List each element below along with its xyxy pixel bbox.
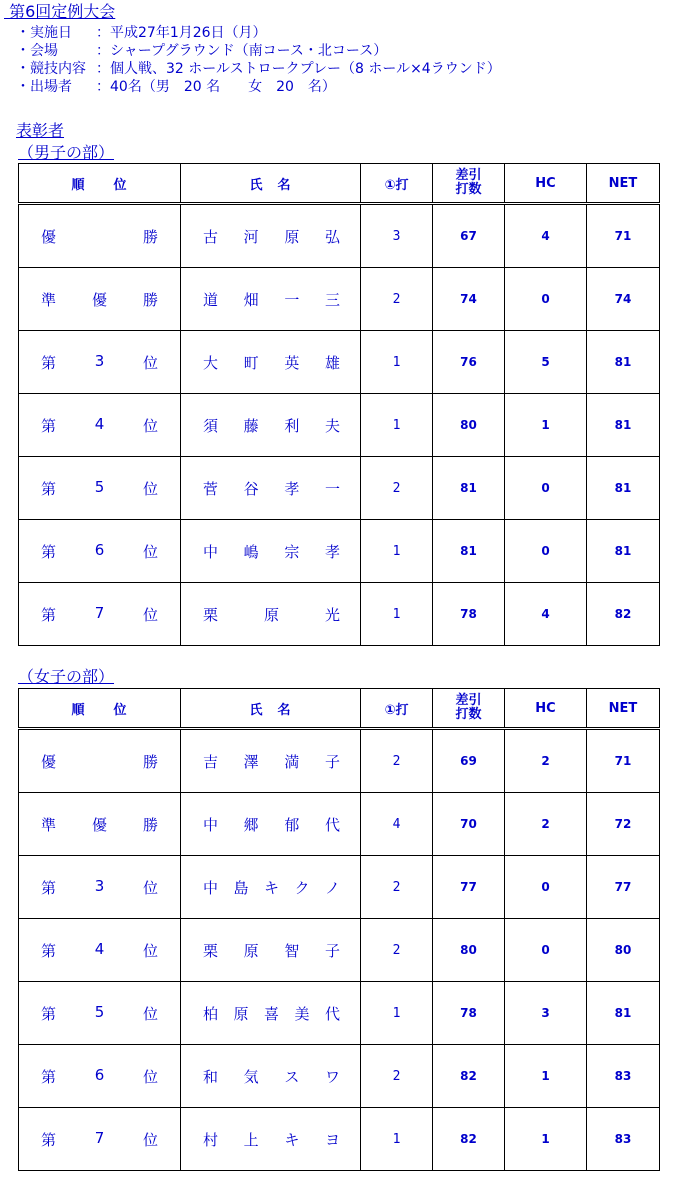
rank-cell [19, 1045, 181, 1108]
table-row [19, 204, 660, 268]
rank-text [19, 814, 180, 835]
strokes-cell: 67 [433, 204, 505, 268]
player-name-cell [181, 520, 361, 583]
strokes-cell: 78 [433, 583, 505, 646]
rank-text [19, 604, 180, 625]
rank-char: 位 [142, 542, 158, 561]
name-char: 美 [294, 1004, 310, 1023]
first-hole-cell: 2 [361, 919, 433, 982]
hc-cell: 0 [505, 520, 587, 583]
rank-text [19, 415, 180, 436]
player-name [181, 289, 360, 310]
name-char: 大 [203, 353, 219, 372]
info-value: ：40名（男 20 名 女 20 名） [96, 79, 336, 95]
player-name-cell [181, 982, 361, 1045]
rank-char: 優 [41, 752, 57, 771]
table-row [19, 520, 660, 583]
name-char: 中 [203, 542, 219, 561]
name-char: 宗 [284, 542, 300, 561]
name-char: 代 [324, 815, 340, 834]
net-cell: 77 [587, 856, 660, 919]
player-name [181, 751, 360, 772]
header-first-hole: ①打 [361, 164, 433, 204]
info-label: ・競技内容 [16, 61, 86, 77]
name-char: ク [294, 878, 310, 897]
player-name-cell [181, 457, 361, 520]
net-cell: 71 [587, 729, 660, 793]
rank-char: 7 [94, 1128, 105, 1147]
player-name [181, 940, 360, 961]
strokes-cell: 78 [433, 982, 505, 1045]
hc-cell: 0 [505, 919, 587, 982]
rank-cell [19, 919, 181, 982]
hc-cell: 4 [505, 204, 587, 268]
rank-text [19, 289, 180, 310]
net-cell: 82 [587, 583, 660, 646]
name-char: 栗 [203, 941, 219, 960]
hc-cell: 1 [505, 394, 587, 457]
name-char: 子 [324, 752, 340, 771]
first-hole-cell: 4 [361, 793, 433, 856]
rank-char: 優 [91, 290, 107, 309]
name-char: 道 [203, 290, 219, 309]
name-char: 子 [324, 941, 340, 960]
rank-text [19, 541, 180, 562]
name-char: 利 [284, 416, 300, 435]
rank-char: 第 [41, 1130, 57, 1149]
name-char: 河 [243, 227, 259, 246]
rank-text [19, 352, 180, 373]
table-header-row [19, 689, 660, 729]
table-row [19, 268, 660, 331]
name-char: 藤 [243, 416, 259, 435]
rank-cell [19, 729, 181, 793]
rank-char: 位 [142, 605, 158, 624]
net-cell: 83 [587, 1108, 660, 1171]
hc-cell: 2 [505, 729, 587, 793]
header-rank: 順 位 [19, 164, 181, 204]
name-char: 代 [324, 1004, 340, 1023]
info-row-date [16, 24, 501, 42]
strokes-cell: 82 [433, 1045, 505, 1108]
rank-text [19, 1066, 180, 1087]
name-char: 智 [284, 941, 300, 960]
header-name: 氏 名 [181, 164, 361, 204]
table-row [19, 982, 660, 1045]
hc-cell: 0 [505, 457, 587, 520]
rank-char: 位 [142, 353, 158, 372]
player-name [181, 478, 360, 499]
player-name [181, 226, 360, 247]
name-char: 吉 [203, 752, 219, 771]
hc-cell: 0 [505, 856, 587, 919]
rank-char: 勝 [142, 227, 158, 246]
name-char: 孝 [284, 479, 300, 498]
first-hole-cell: 1 [361, 331, 433, 394]
first-hole-cell: 1 [361, 394, 433, 457]
player-name [181, 604, 360, 625]
name-char: 原 [233, 1004, 249, 1023]
rank-text [19, 877, 180, 898]
header-name: 氏 名 [181, 689, 361, 729]
info-label: ・出場者 [16, 79, 72, 95]
name-char: 一 [324, 479, 340, 498]
table-header-row [19, 164, 660, 204]
table-row [19, 856, 660, 919]
rank-cell [19, 1108, 181, 1171]
strokes-cell: 80 [433, 394, 505, 457]
event-info-list [16, 24, 501, 96]
rank-char: 勝 [142, 290, 158, 309]
rank-char: 第 [41, 479, 57, 498]
header-hc: HC [505, 689, 587, 729]
info-label: ・実施日 [16, 25, 72, 41]
header-net: NET [587, 164, 660, 204]
name-char: ノ [324, 878, 340, 897]
rank-char: 3 [94, 351, 105, 370]
name-char: 原 [263, 605, 279, 624]
rank-cell [19, 982, 181, 1045]
info-value: ：平成27年1月26日（月） [96, 25, 267, 41]
player-name-cell [181, 583, 361, 646]
rank-char: 第 [41, 1004, 57, 1023]
player-name [181, 814, 360, 835]
name-char: 満 [284, 752, 300, 771]
name-char: ワ [324, 1067, 340, 1086]
name-char: 英 [284, 353, 300, 372]
header-rank: 順 位 [19, 689, 181, 729]
header-net-strokes: 差引 打数 [433, 164, 505, 204]
name-char: 柏 [203, 1004, 219, 1023]
hc-cell: 3 [505, 982, 587, 1045]
men-results-table [18, 163, 660, 646]
rank-char: 第 [41, 878, 57, 897]
name-char: 中 [203, 815, 219, 834]
rank-char: 7 [94, 603, 105, 622]
strokes-cell: 76 [433, 331, 505, 394]
player-name-cell [181, 729, 361, 793]
rank-char: 優 [41, 227, 57, 246]
strokes-cell: 77 [433, 856, 505, 919]
info-row-participants [16, 78, 501, 96]
net-cell: 83 [587, 1045, 660, 1108]
player-name-cell [181, 331, 361, 394]
first-hole-cell: 2 [361, 457, 433, 520]
player-name-cell [181, 204, 361, 268]
name-char: 雄 [324, 353, 340, 372]
rank-cell [19, 204, 181, 268]
info-label: ・会場 [16, 43, 58, 59]
table-row [19, 1045, 660, 1108]
name-char: 夫 [324, 416, 340, 435]
player-name [181, 1003, 360, 1024]
rank-char: 位 [142, 878, 158, 897]
name-char: 上 [243, 1130, 259, 1149]
rank-char: 位 [142, 416, 158, 435]
first-hole-cell: 3 [361, 204, 433, 268]
name-char: 原 [243, 941, 259, 960]
player-name [181, 877, 360, 898]
net-cell: 71 [587, 204, 660, 268]
document-title: 第6回定例大会 [4, 2, 116, 21]
name-char: 光 [324, 605, 340, 624]
rank-char: 第 [41, 605, 57, 624]
name-char: 一 [284, 290, 300, 309]
strokes-cell: 81 [433, 457, 505, 520]
rank-char: 準 [41, 290, 57, 309]
net-cell: 72 [587, 793, 660, 856]
rank-char: 位 [142, 941, 158, 960]
rank-char: 準 [41, 815, 57, 834]
rank-char: 優 [91, 815, 107, 834]
rank-char: 4 [94, 939, 105, 958]
first-hole-cell: 2 [361, 856, 433, 919]
header-first-hole: ①打 [361, 689, 433, 729]
strokes-cell: 82 [433, 1108, 505, 1171]
name-char: 孝 [324, 542, 340, 561]
rank-char: 位 [142, 1004, 158, 1023]
first-hole-cell: 1 [361, 1108, 433, 1171]
net-cell: 81 [587, 982, 660, 1045]
name-char: 栗 [203, 605, 219, 624]
name-char: 村 [203, 1130, 219, 1149]
player-name-cell [181, 268, 361, 331]
rank-text [19, 478, 180, 499]
hc-cell: 5 [505, 331, 587, 394]
rank-text [19, 1003, 180, 1024]
name-char: 町 [243, 353, 259, 372]
rank-cell [19, 583, 181, 646]
name-char: 谷 [243, 479, 259, 498]
strokes-cell: 80 [433, 919, 505, 982]
rank-cell [19, 793, 181, 856]
name-char: 喜 [263, 1004, 279, 1023]
name-char: 澤 [243, 752, 259, 771]
table-row [19, 1108, 660, 1171]
name-char: 島 [233, 878, 249, 897]
rank-char: 位 [142, 1067, 158, 1086]
info-value: ：個人戦、32 ホールストロークプレー（8 ホール×4ラウンド） [96, 61, 501, 77]
rank-text [19, 1129, 180, 1150]
name-char: 中 [203, 878, 219, 897]
name-char: 和 [203, 1067, 219, 1086]
name-char: 畑 [243, 290, 259, 309]
rank-char: 第 [41, 416, 57, 435]
women-section-heading: （女子の部） [18, 667, 115, 686]
strokes-cell: 70 [433, 793, 505, 856]
player-name [181, 352, 360, 373]
rank-char: 6 [94, 540, 105, 559]
rank-cell [19, 457, 181, 520]
name-char: ヨ [324, 1130, 340, 1149]
rank-char: 第 [41, 542, 57, 561]
name-char: 須 [203, 416, 219, 435]
hc-cell: 4 [505, 583, 587, 646]
strokes-cell: 81 [433, 520, 505, 583]
table-row [19, 729, 660, 793]
first-hole-cell: 1 [361, 583, 433, 646]
player-name-cell [181, 856, 361, 919]
rank-text [19, 940, 180, 961]
player-name [181, 1129, 360, 1150]
rank-cell [19, 856, 181, 919]
rank-char: 3 [94, 876, 105, 895]
player-name-cell [181, 1108, 361, 1171]
net-cell: 81 [587, 457, 660, 520]
rank-cell [19, 520, 181, 583]
hc-cell: 1 [505, 1108, 587, 1171]
hc-cell: 0 [505, 268, 587, 331]
rank-char: 位 [142, 479, 158, 498]
name-char: 原 [284, 227, 300, 246]
net-cell: 81 [587, 394, 660, 457]
player-name [181, 1066, 360, 1087]
first-hole-cell: 1 [361, 520, 433, 583]
name-char: キ [284, 1130, 300, 1149]
table-row [19, 457, 660, 520]
name-char: ス [284, 1067, 300, 1086]
net-cell: 80 [587, 919, 660, 982]
table-row [19, 331, 660, 394]
info-row-format [16, 60, 501, 78]
first-hole-cell: 1 [361, 982, 433, 1045]
name-char: 弘 [324, 227, 340, 246]
name-char: 気 [243, 1067, 259, 1086]
header-net-strokes: 差引 打数 [433, 689, 505, 729]
net-cell: 81 [587, 520, 660, 583]
player-name [181, 415, 360, 436]
name-char: 菅 [203, 479, 219, 498]
name-char: 郁 [284, 815, 300, 834]
rank-char: 6 [94, 1065, 105, 1084]
rank-char: 5 [94, 477, 105, 496]
name-char: キ [263, 878, 279, 897]
rank-char: 勝 [142, 815, 158, 834]
player-name [181, 541, 360, 562]
rank-cell [19, 331, 181, 394]
rank-char: 第 [41, 1067, 57, 1086]
rank-char: 位 [142, 1130, 158, 1149]
header-hc: HC [505, 164, 587, 204]
first-hole-cell: 2 [361, 729, 433, 793]
header-net: NET [587, 689, 660, 729]
rank-char: 5 [94, 1002, 105, 1021]
rank-text [19, 226, 180, 247]
first-hole-cell: 2 [361, 268, 433, 331]
rank-char: 第 [41, 941, 57, 960]
rank-char: 第 [41, 353, 57, 372]
table-row [19, 394, 660, 457]
table-row [19, 793, 660, 856]
rank-char: 4 [94, 414, 105, 433]
rank-char: 勝 [142, 752, 158, 771]
name-char: 古 [203, 227, 219, 246]
women-results-table [18, 688, 660, 1171]
rank-cell [19, 268, 181, 331]
net-cell: 81 [587, 331, 660, 394]
info-row-venue [16, 42, 501, 60]
name-char: 郷 [243, 815, 259, 834]
awards-heading: 表彰者 [16, 121, 65, 140]
strokes-cell: 69 [433, 729, 505, 793]
name-char: 三 [324, 290, 340, 309]
player-name-cell [181, 394, 361, 457]
men-section-heading: （男子の部） [18, 143, 115, 162]
hc-cell: 1 [505, 1045, 587, 1108]
table-row [19, 919, 660, 982]
first-hole-cell: 2 [361, 1045, 433, 1108]
name-char: 嶋 [243, 542, 259, 561]
net-cell: 74 [587, 268, 660, 331]
rank-text [19, 751, 180, 772]
player-name-cell [181, 1045, 361, 1108]
rank-cell [19, 394, 181, 457]
table-row [19, 583, 660, 646]
player-name-cell [181, 793, 361, 856]
hc-cell: 2 [505, 793, 587, 856]
player-name-cell [181, 919, 361, 982]
strokes-cell: 74 [433, 268, 505, 331]
info-value: ：シャープグラウンド（南コース・北コース） [96, 43, 388, 59]
